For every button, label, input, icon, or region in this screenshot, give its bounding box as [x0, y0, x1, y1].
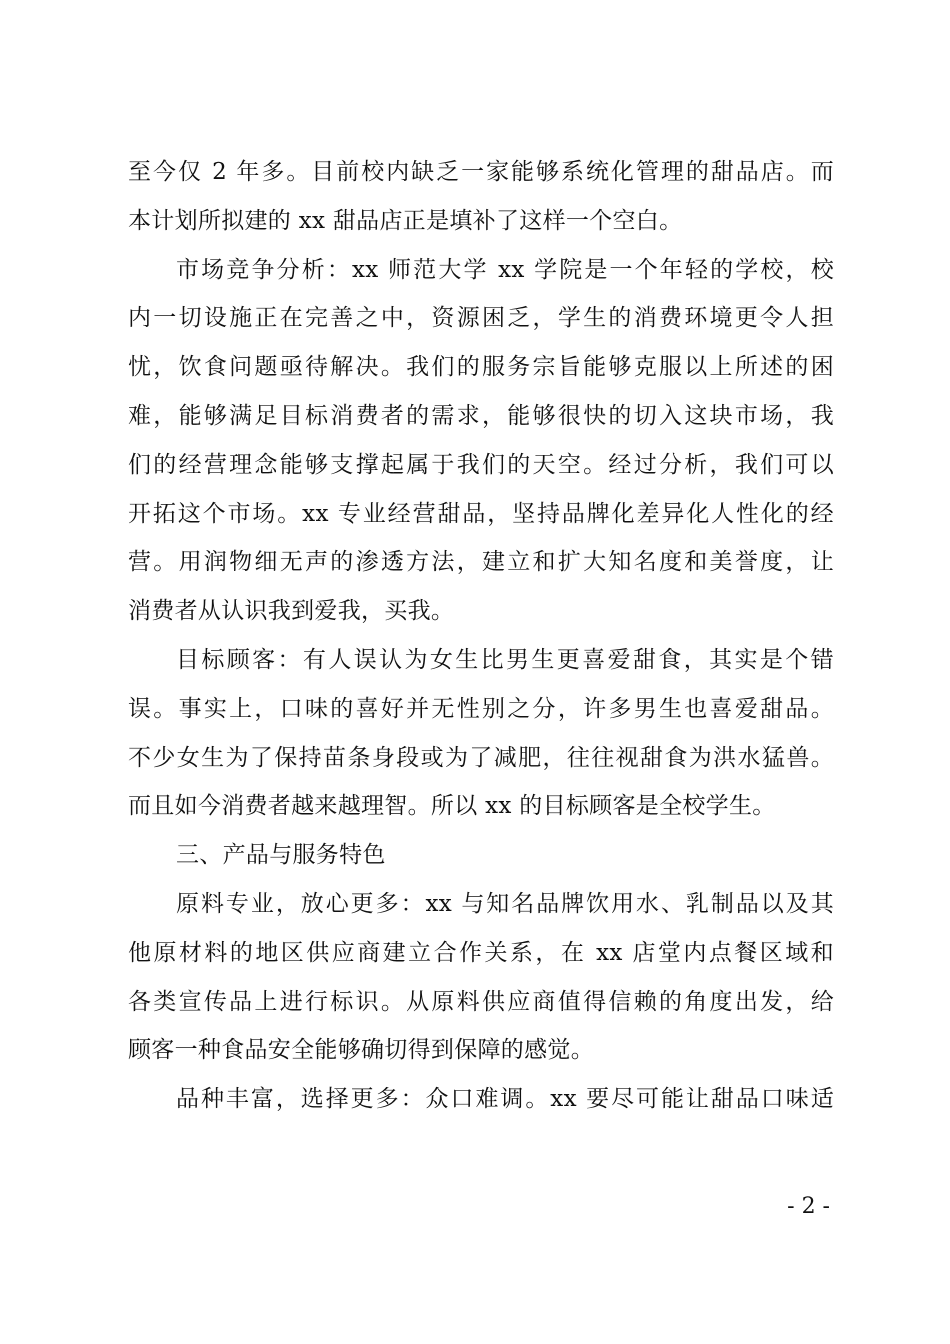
section-heading: 三、产品与服务特色: [176, 842, 386, 869]
text-line: 他原材料的地区供应商建立合作关系，在 xx 店堂内点餐区域和: [128, 939, 834, 966]
text-line: 们的经营理念能够支撑起属于我们的天空。经过分析，我们可以: [128, 451, 834, 478]
text-line: 市场竞争分析：xx 师范大学 xx 学院是一个年轻的学校，校: [176, 256, 834, 283]
text-line: 开拓这个市场。xx 专业经营甜品，坚持品牌化差异化人性化的经: [128, 500, 834, 527]
document-body: [128, 148, 834, 1124]
text-line: 内一切设施正在完善之中，资源困乏，学生的消费环境更令人担: [128, 305, 834, 332]
text-line: 不少女生为了保持苗条身段或为了减肥，往往视甜食为洪水猛兽。: [128, 744, 834, 771]
text-line: 原料专业，放心更多：xx 与知名品牌饮用水、乳制品以及其: [176, 890, 834, 917]
text-line: 而且如今消费者越来越理智。所以 xx 的目标顾客是全校学生。: [128, 793, 776, 820]
text-line: 顾客一种食品安全能够确切得到保障的感觉。: [128, 1037, 594, 1064]
page-number: - 2 -: [787, 1194, 830, 1219]
text-line: 品种丰富，选择更多：众口难调。xx 要尽可能让甜品口味适: [176, 1086, 834, 1113]
text-line: 消费者从认识我到爱我，买我。: [128, 598, 455, 625]
text-line: 误。事实上，口味的喜好并无性别之分，许多男生也喜爱甜品。: [128, 695, 834, 722]
text-line: 营。用润物细无声的渗透方法，建立和扩大知名度和美誉度，让: [128, 549, 834, 576]
text-line: 本计划所拟建的 xx 甜品店正是填补了这样一个空白。: [128, 207, 683, 234]
text-line: 忧，饮食问题亟待解决。我们的服务宗旨能够克服以上所述的困: [128, 354, 834, 381]
text-line: 各类宣传品上进行标识。从原料供应商值得信赖的角度出发，给: [128, 988, 834, 1015]
text-line: 至今仅 2 年多。目前校内缺乏一家能够系统化管理的甜品店。而: [128, 159, 834, 185]
text-line: 目标顾客：有人误认为女生比男生更喜爱甜食，其实是个错: [176, 646, 834, 673]
text-line: 难，能够满足目标消费者的需求，能够很快的切入这块市场，我: [128, 402, 834, 429]
